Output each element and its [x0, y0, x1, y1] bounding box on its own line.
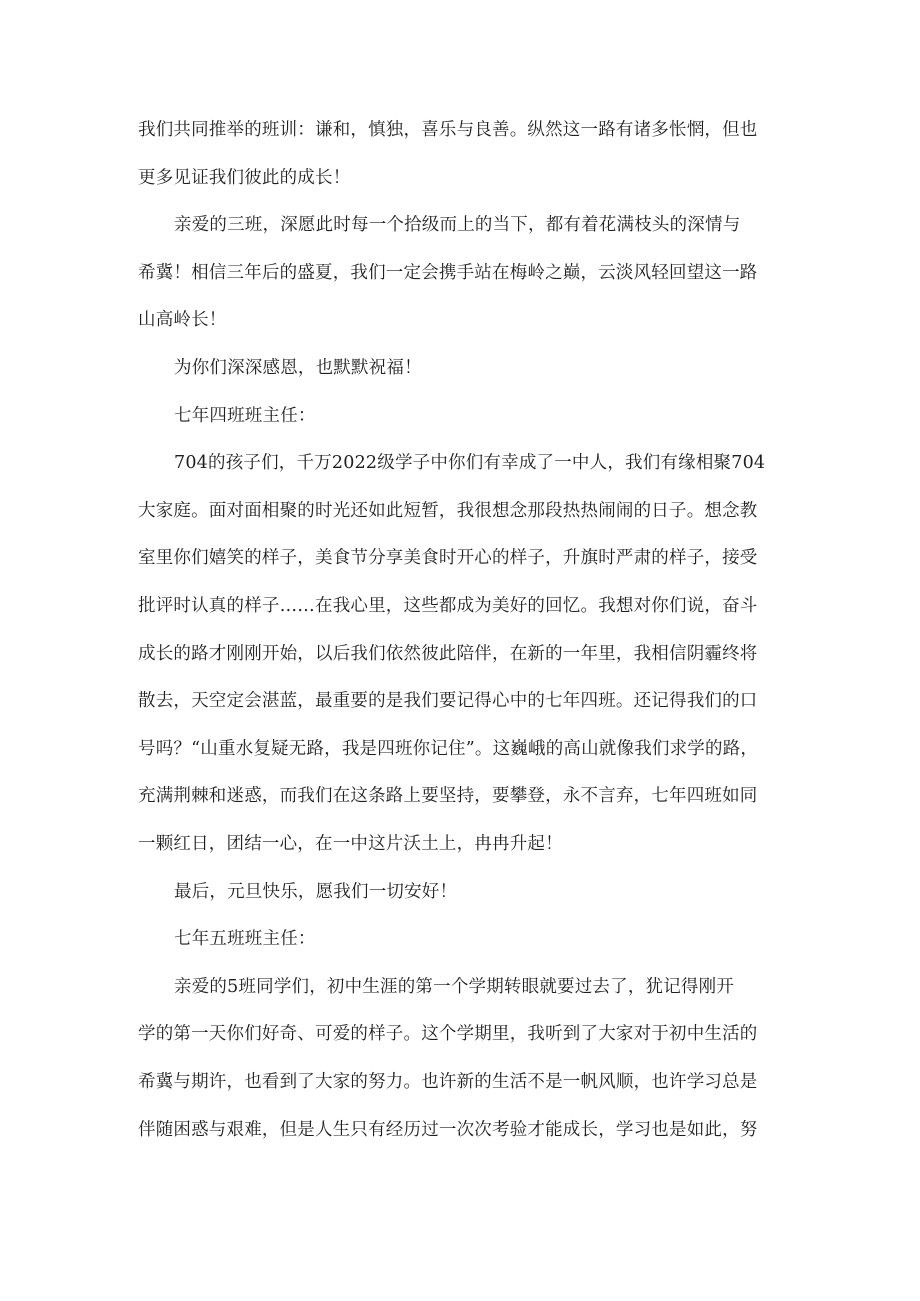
- paragraph-start: 704的孩子们，千万2022级学子中你们有幸成了一中人，我们有缘相聚704: [174, 453, 766, 473]
- text-line: 希冀与期许，也看到了大家的努力。也许新的生活不是一帆风顺，也许学习总是: [138, 1072, 758, 1092]
- paragraph-start: 最后，元旦快乐，愿我们一切安好！: [174, 882, 458, 902]
- text-line: 一颗红日，团结一心，在一中这片沃土上，冉冉升起！: [138, 834, 563, 854]
- text-line: 我们共同推举的班训：谦和，慎独，喜乐与良善。纵然这一路有诸多怅惘，但也: [138, 120, 758, 140]
- text-line: 大家庭。面对面相聚的时光还如此短暂，我很想念那段热热闹闹的日子。想念教: [138, 501, 758, 521]
- text-line: 成长的路才刚刚开始，以后我们依然彼此陪伴，在新的一年里，我相信阴霾终将: [138, 644, 758, 664]
- text-line: 室里你们嬉笑的样子，美食节分享美食时开心的样子，升旗时严肃的样子，接受: [138, 548, 758, 568]
- text-line: 山高岭长！: [138, 310, 227, 330]
- text-line: 批评时认真的样子……在我心里，这些都成为美好的回忆。我想对你们说，奋斗: [138, 596, 758, 616]
- paragraph-start: 亲爱的三班，深愿此时每一个拾级而上的当下，都有着花满枝头的深情与: [174, 215, 741, 235]
- text-line: 号吗？“山重水复疑无路，我是四班你记住”。这巍峨的高山就像我们求学的路，: [138, 739, 759, 759]
- text-line: 充满荆棘和迷惑，而我们在这条路上要坚持，要攀登，永不言弃，七年四班如同: [138, 786, 758, 806]
- text-line: 散去，天空定会湛蓝，最重要的是我们要记得心中的七年四班。还记得我们的口: [138, 691, 758, 711]
- text-line: 学的第一天你们好奇、可爱的样子。这个学期里，我听到了大家对于初中生活的: [138, 1024, 758, 1044]
- text-line: 伴随困惑与艰难，但是人生只有经历过一次次考验才能成长，学习也是如此，努: [138, 1120, 758, 1140]
- section-heading: 七年四班班主任：: [174, 406, 316, 426]
- section-heading: 七年五班班主任：: [174, 929, 316, 949]
- text-line: 更多见证我们彼此的成长！: [138, 168, 351, 188]
- paragraph-start: 亲爱的5班同学们，初中生涯的第一个学期转眼就要过去了，犹记得刚开: [174, 977, 735, 997]
- paragraph-start: 为你们深深感恩，也默默祝福！: [174, 358, 422, 378]
- text-line: 希冀！相信三年后的盛夏，我们一定会携手站在梅岭之巅，云淡风轻回望这一路: [138, 263, 758, 283]
